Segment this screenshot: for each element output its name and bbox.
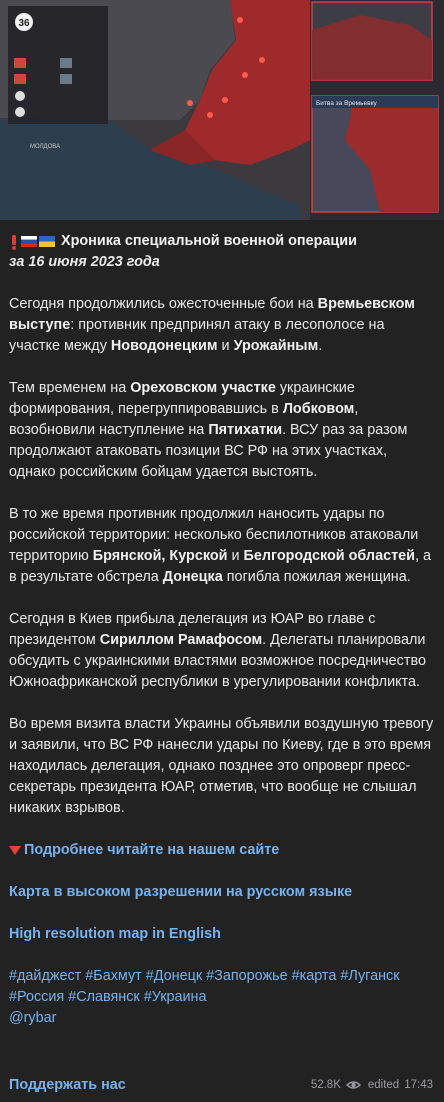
ukraine-flag-icon xyxy=(39,236,55,247)
inset-title: Битва за Времьевку xyxy=(316,100,377,107)
views-count: 52.8K xyxy=(310,1079,341,1091)
map-graphic xyxy=(0,0,444,220)
mention-link[interactable]: @rybar xyxy=(9,1010,57,1026)
hashtags-line-1[interactable]: #дайджест #Бахмут #Донецк #Запорожье #карта #Луганск xyxy=(9,968,400,984)
map-region-label: МОЛДОВА xyxy=(30,144,61,150)
eye-icon xyxy=(346,1080,361,1090)
post-time: 17:43 xyxy=(404,1079,433,1091)
post-footer xyxy=(0,1072,444,1102)
site-link[interactable]: Подробнее читайте на нашем сайте xyxy=(24,842,280,858)
support-link[interactable]: Поддержать нас xyxy=(9,1077,126,1093)
paragraph-2: Тем временем на Ореховском участке украинские формирования, перегруппировавшись в Лобковом, возобновили наступление на Пятихатки. ВСУ раз за разом продолжают атаковать позиции ВС РФ на этих участках, однако российским бойцам удается выстоять. xyxy=(9,380,408,480)
post-meta xyxy=(311,1079,433,1091)
map-badge: 36 xyxy=(18,18,30,29)
hashtags xyxy=(9,966,436,1029)
post-title-line xyxy=(9,231,436,252)
map-image[interactable] xyxy=(0,0,444,220)
map-en-link[interactable]: High resolution map in English xyxy=(9,926,221,942)
exclamation-icon xyxy=(9,234,19,250)
hashtags-line-2[interactable]: #Россия #Славянск #Украина xyxy=(9,989,207,1005)
post-title: Хроника специальной военной операции xyxy=(61,233,357,249)
paragraph-4: Сегодня в Киев прибыла делегация из ЮАР во главе с президентом Сириллом Рамафосом. Делегаты планировали обсудить с украинскими властями возможное посредничество Южноафриканской республики в урегулировании конфликта. xyxy=(9,611,426,690)
red-triangle-icon xyxy=(9,846,21,855)
site-link-line xyxy=(9,840,436,861)
edited-label: edited xyxy=(367,1079,400,1091)
paragraph-1: Сегодня продолжились ожесточенные бои на Времьевском выступе: противник предпринял атаку в лесополосе на участке между Новодонецким и Урожайным. xyxy=(9,296,415,354)
map-ru-line xyxy=(9,882,436,903)
post-text xyxy=(0,220,444,1029)
map-en-line xyxy=(9,924,436,945)
russia-flag-icon xyxy=(21,236,37,247)
post-date: за 16 июня 2023 года xyxy=(9,254,160,270)
paragraph-3: В то же время противник продолжил наносить удары по российской территории: несколько беспилотников атаковали территорию Брянской, Курской и Белгородской областей, а в результате обстрела Донецка погибла пожилая женщина. xyxy=(9,506,431,585)
map-ru-link[interactable]: Карта в высоком разрешении на русском языке xyxy=(9,884,353,900)
paragraph-5: Во время визита власти Украины объявили воздушную тревогу и заявили, что ВС РФ нанесли удары по Киеву, где в это время находилась делегация, однако позднее это опроверг пресс-секретарь президента ЮАР, отметив, что вообще не слышал никаких взрывов. xyxy=(9,716,434,816)
